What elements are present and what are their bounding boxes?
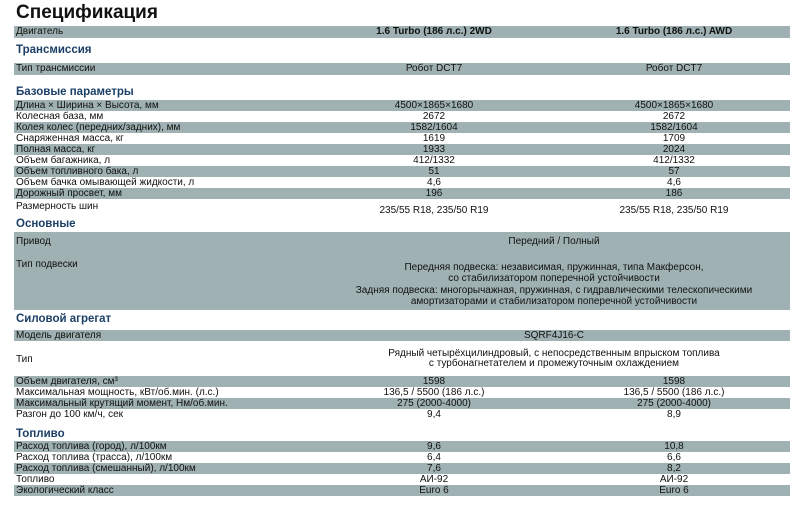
table-row (14, 133, 790, 144)
row-value-col1: 1582/1604 (410, 122, 458, 133)
row-label: Полная масса, кг (16, 144, 96, 155)
table-row (14, 409, 790, 420)
table-row (14, 111, 790, 122)
header-col2: 1.6 Turbo (186 л.с.) AWD (615, 26, 733, 37)
table-row (14, 122, 790, 133)
table-row (14, 166, 790, 177)
table-row (14, 463, 790, 474)
row-value-col2: Робот DCT7 (645, 63, 703, 74)
row-value-col2: 1709 (662, 133, 686, 144)
row-value-col2: 235/55 R18, 235/50 R19 (619, 205, 729, 216)
table-row (14, 177, 790, 188)
table-row (14, 155, 790, 166)
row-value-col2: 1598 (662, 376, 686, 387)
row-value-col2: Euro 6 (659, 485, 689, 496)
row-label: Разгон до 100 км/ч, сек (16, 409, 124, 420)
row-label: Объем багажника, л (16, 155, 111, 166)
row-value-col1: Робот DCT7 (405, 63, 463, 74)
table-row (14, 100, 790, 111)
table-row (14, 376, 790, 387)
row-value-col2: 186 (665, 188, 683, 199)
row-value-col1: 136,5 / 5500 (186 л.с.) (383, 387, 485, 398)
row-label: Топливо (16, 474, 55, 485)
row-value-col1: Euro 6 (419, 485, 449, 496)
row-value-col1: 412/1332 (413, 155, 455, 166)
row-label: Длина × Ширина × Высота, мм (16, 100, 159, 111)
row-value-col1: 275 (2000-4000) (397, 398, 471, 409)
section-fuel-title: Топливо (16, 428, 65, 440)
row-label: Расход топлива (смешанный), л/100км (16, 463, 196, 474)
row-value-col2: АИ-92 (659, 474, 689, 485)
row-value-col1: 1598 (422, 376, 446, 387)
row-value-col1: 2672 (422, 111, 446, 122)
row-value-col2: 2024 (662, 144, 686, 155)
row-label: Размерность шин (16, 201, 99, 212)
engine-type-line-1: Рядный четырёхцилиндровый, с непосредственным впрыском топлива (388, 348, 720, 359)
table-row (14, 199, 790, 216)
drive-label: Привод (16, 236, 51, 247)
section-main-title: Основные (16, 218, 76, 230)
row-label: Максимальная мощность, кВт/об.мин. (л.с.) (16, 387, 219, 398)
row-value-col1: 196 (425, 188, 443, 199)
table-row (14, 441, 790, 452)
section-base-title: Базовые параметры (16, 86, 134, 98)
engine-type-label: Тип (16, 354, 33, 365)
row-label: Колесная база, мм (16, 111, 104, 122)
row-value-col2: 57 (668, 166, 680, 177)
row-value-col1: 51 (428, 166, 440, 177)
engine-type-line-2: с турбонагнетателем и промежуточным охлаждением (428, 358, 680, 369)
row-value-col2: 2672 (662, 111, 686, 122)
table-row (14, 452, 790, 463)
row-value-col1: 6,4 (427, 452, 441, 463)
row-value-col1: 1619 (422, 133, 446, 144)
suspension-front-line-2: со стабилизатором поперечной устойчивости (448, 273, 660, 284)
suspension-rear-line-2: амортизаторами и стабилизатором поперечной устойчивости (410, 296, 698, 307)
row-value-col1: 235/55 R18, 235/50 R19 (379, 205, 489, 216)
row-label: Объем двигателя, см³ (16, 376, 118, 387)
row-label: Объем топливного бака, л (16, 166, 139, 177)
row-label: Объем бачка омывающей жидкости, л (16, 177, 195, 188)
engine-model-label: Модель двигателя (16, 330, 102, 341)
row-value-col1: 7,6 (427, 463, 441, 474)
row-value-col2: 4500×1865×1680 (634, 100, 714, 111)
table-row (14, 188, 790, 199)
main-params-block (14, 232, 790, 310)
suspension-front-line-1: Передняя подвеска: независимая, пружинная, типа Макферсон, (404, 262, 704, 273)
row-label: Колея колес (передних/задних), мм (16, 122, 181, 133)
row-value-col1: 9,6 (427, 441, 441, 452)
table-row (14, 398, 790, 409)
row-value-col1: 4500×1865×1680 (394, 100, 474, 111)
page-title: Спецификация (16, 2, 158, 23)
row-label: Расход топлива (город), л/100км (16, 441, 167, 452)
row-label: Снаряженная масса, кг (16, 133, 124, 144)
row-value-col2: 136,5 / 5500 (186 л.с.) (623, 387, 725, 398)
section-power-title: Силовой агрегат (16, 313, 112, 325)
row-value-col2: 1582/1604 (650, 122, 698, 133)
suspension-label: Тип подвески (16, 259, 78, 270)
row-value-col1: 4,6 (427, 177, 441, 188)
row-value-col2: 275 (2000-4000) (637, 398, 711, 409)
row-value-col2: 412/1332 (653, 155, 695, 166)
header-col1: 1.6 Turbo (186 л.с.) 2WD (376, 26, 492, 37)
table-row (14, 474, 790, 485)
table-row (14, 63, 790, 75)
drive-value: Передний / Полный (508, 236, 600, 247)
table-row (14, 144, 790, 155)
row-value-col2: 6,6 (667, 452, 681, 463)
section-transmission-title: Трансмиссия (16, 44, 92, 56)
table-row (14, 387, 790, 398)
table-row (14, 485, 790, 496)
row-label: Экологический класс (16, 485, 114, 496)
table-row (14, 343, 790, 375)
row-value-col2: 4,6 (667, 177, 681, 188)
table-row (14, 330, 790, 341)
row-label: Тип трансмиссии (16, 63, 96, 74)
engine-model-value: SQRF4J16-C (523, 330, 584, 341)
table-header-row (14, 26, 790, 38)
row-value-col1: АИ-92 (419, 474, 449, 485)
row-value-col2: 10,8 (664, 441, 684, 452)
suspension-rear-line-1: Задняя подвеска: многорычажная, пружинная, с гидравлическими телескопическими (355, 285, 753, 296)
row-label: Расход топлива (трасса), л/100км (16, 452, 173, 463)
row-value-col1: 1933 (422, 144, 446, 155)
row-value-col2: 8,9 (667, 409, 681, 420)
row-value-col2: 8,2 (667, 463, 681, 474)
row-label: Дорожный просвет, мм (16, 188, 122, 199)
row-label: Максимальный крутящий момент, Нм/об.мин. (16, 398, 228, 409)
header-label: Двигатель (16, 26, 64, 37)
row-value-col1: 9,4 (427, 409, 441, 420)
